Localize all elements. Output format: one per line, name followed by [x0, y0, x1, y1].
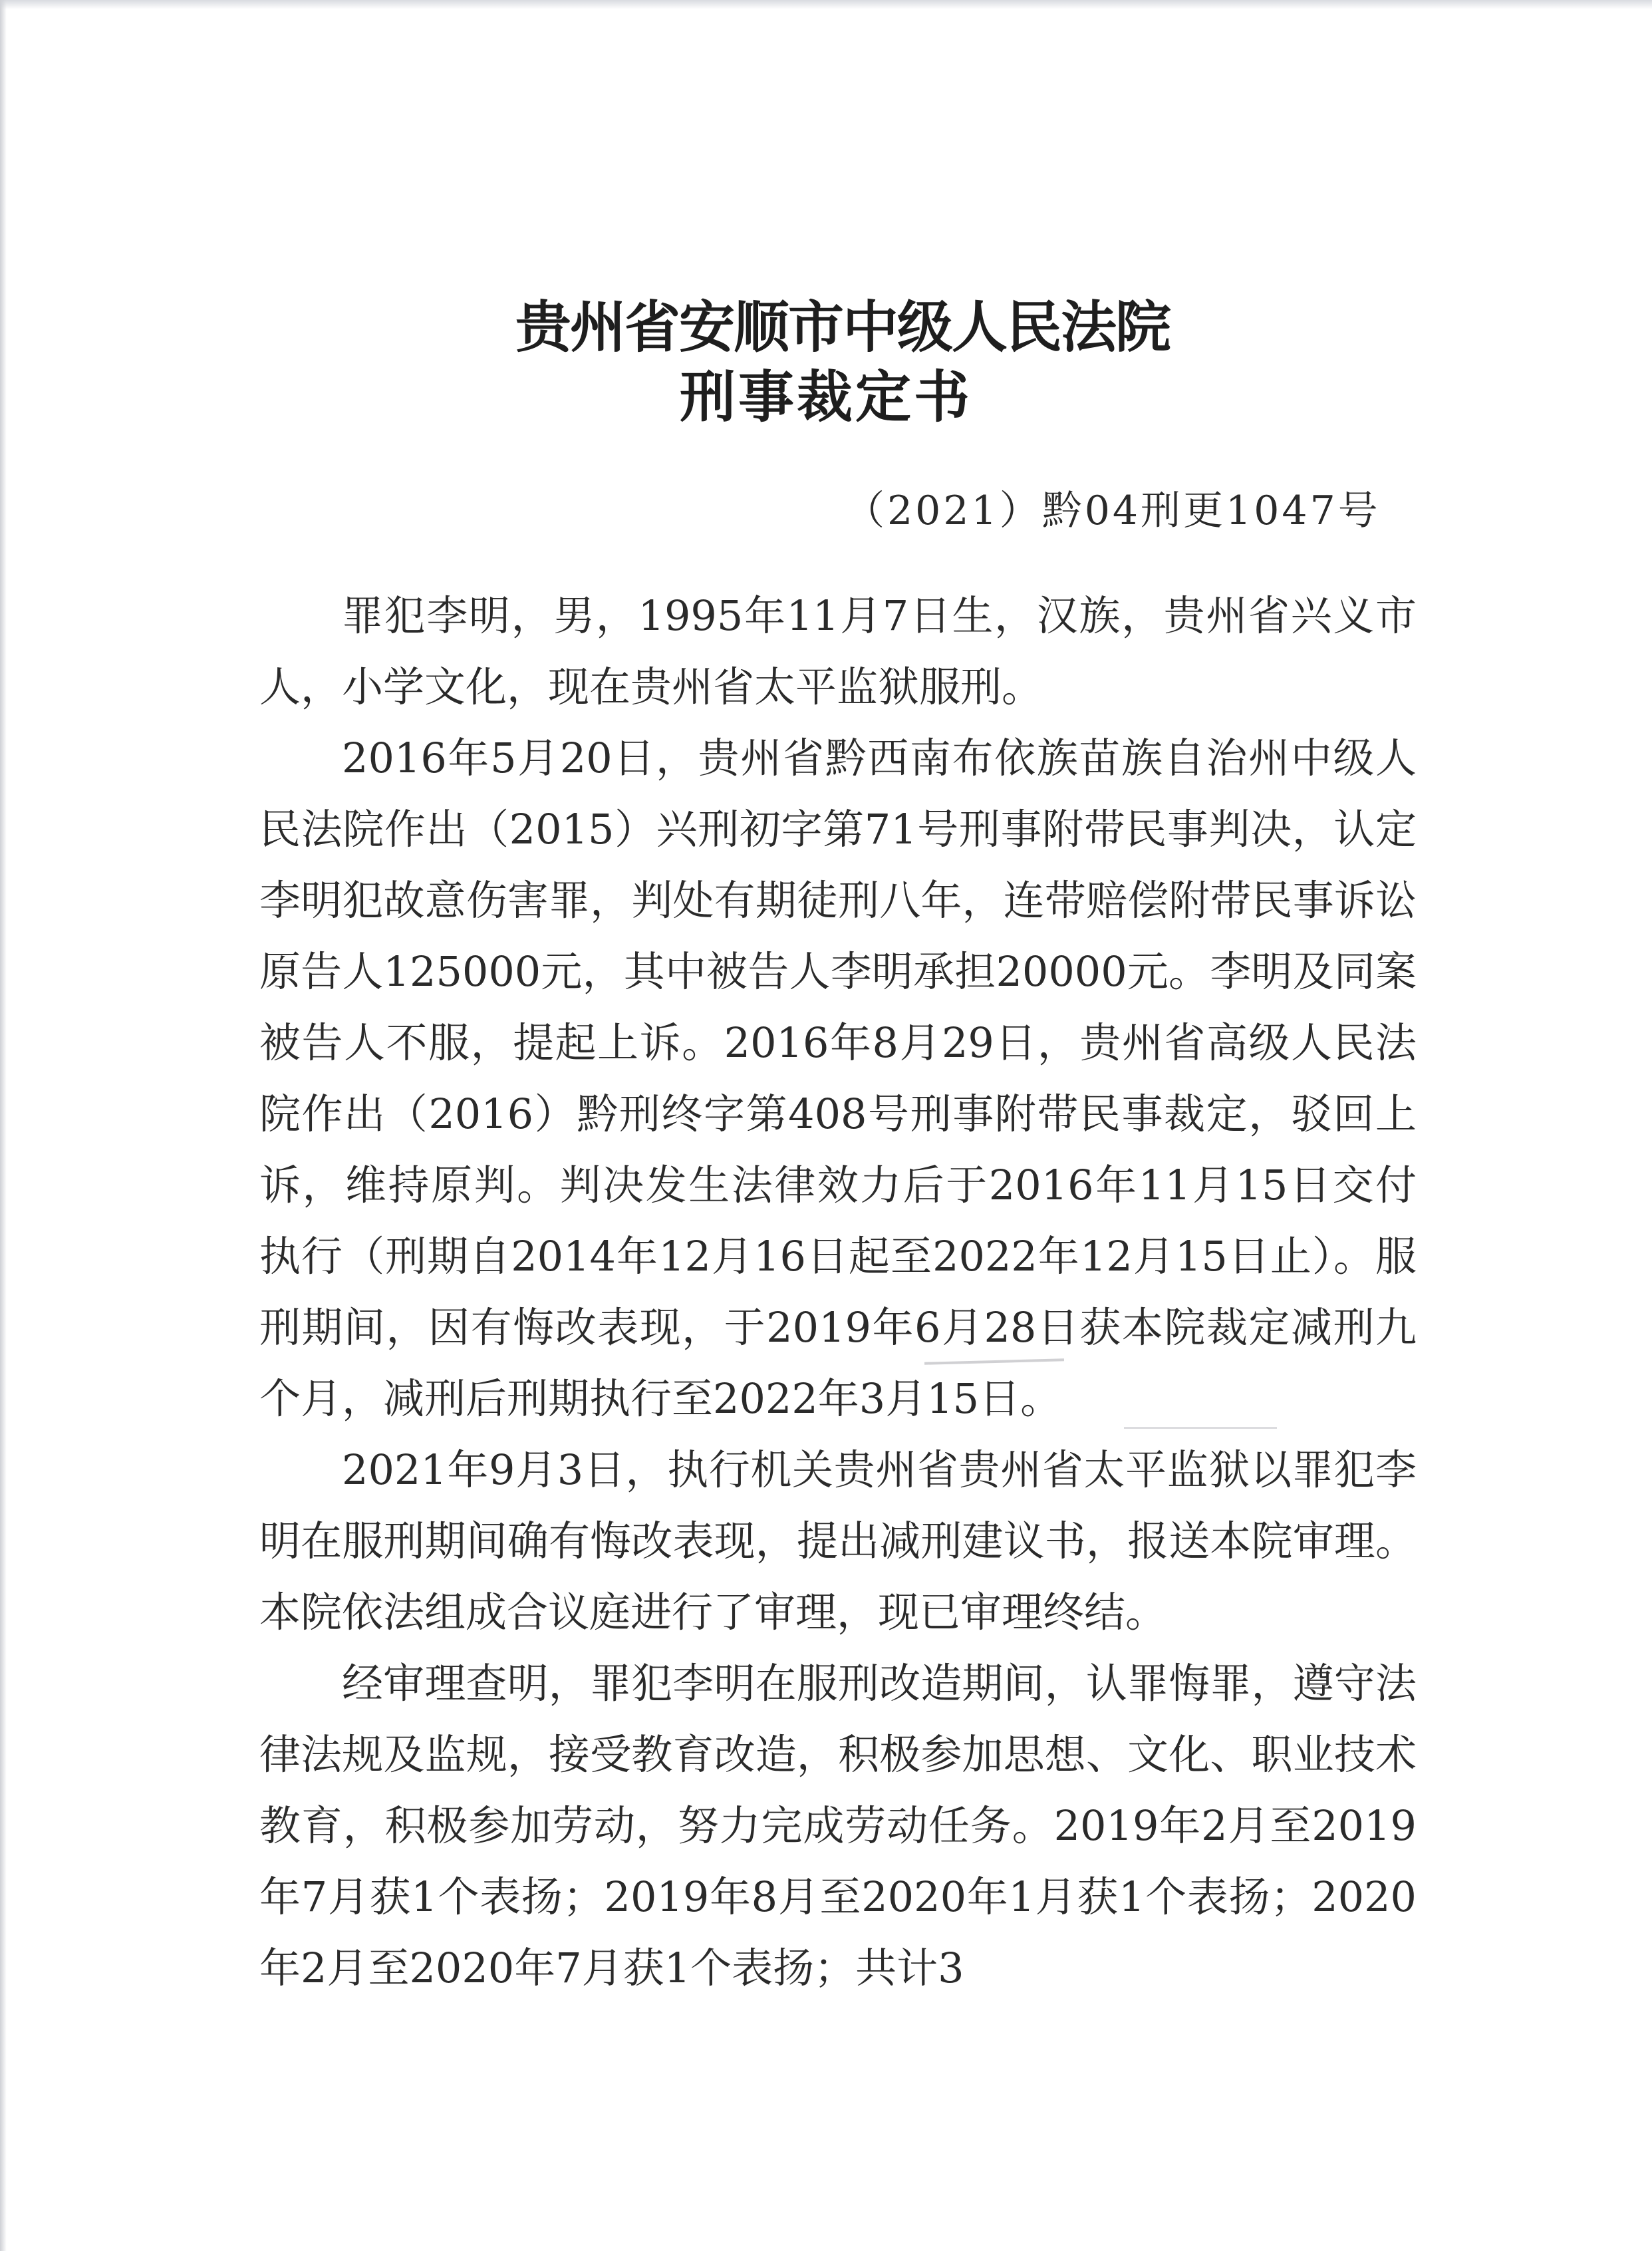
paragraph-findings: 经审理查明，罪犯李明在服刑改造期间，认罪悔罪，遵守法律法规及监规，接受教育改造，积极参加思想、文化、职业技术教育，积极参加劳动，努力完成劳动任务。2019年2月至2019年7月获1个表扬；2019年8月至2020年1月获1个表扬；2020年2月至2020年7月获1个表扬；共计3	[259, 1659, 1417, 1992]
paragraph-case-history: 2016年5月20日，贵州省黔西南布依族苗族自治州中级人民法院作出（2015）兴刑初字第71号刑事附带民事判决，认定李明犯故意伤害罪，判处有期徒刑八年，连带赔偿附带民事诉讼原告人125000元，其中被告人李明承担20000元。李明及同案被告人不服，提起上诉。2016年8月29日，贵州省高级人民法院作出（2016）黔刑终字第408号刑事附带民事裁定，驳回上诉，维持原判。判决发生法律效力后于2016年11月15日交付执行（刑期自2014年12月16日起至2022年12月15日止）。服刑期间，因有悔改表现，于2019年6月28日获本院裁定减刑九个月，减刑后刑期执行至2022年3月15日。	[259, 734, 1417, 1423]
document-body	[259, 580, 1417, 2004]
document-type-title: 刑事裁定书	[679, 364, 972, 430]
paragraph-commutation-proposal: 2021年9月3日，执行机关贵州省贵州省太平监狱以罪犯李明在服刑期间确有悔改表现，提出减刑建议书，报送本院审理。本院依法组成合议庭进行了审理，现已审理终结。	[259, 1445, 1417, 1636]
paragraph-defendant-info: 罪犯李明，男，1995年11月7日生，汉族，贵州省兴义市人，小学文化，现在贵州省太平监狱服刑。	[259, 591, 1417, 711]
scan-mark	[1124, 1427, 1277, 1429]
court-name-title: 贵州省安顺市中级人民法院	[515, 294, 1170, 360]
case-number: （2021）黔04刑更1047号	[845, 488, 1381, 534]
